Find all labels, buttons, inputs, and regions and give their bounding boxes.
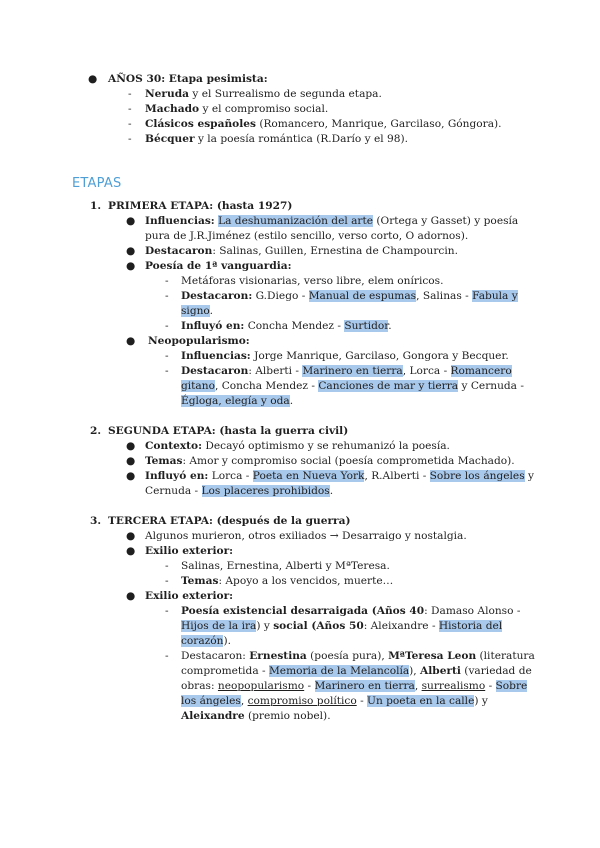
etapa2-contexto: Contexto: Decayó optimismo y se rehumanizó la poesía. (145, 440, 450, 452)
intro-item: Bécquer y la poesía romántica (R.Darío y el 98). (145, 133, 409, 145)
intro-item: Clásicos españoles (Romancero, Manrique, Garcilaso, Góngora). (145, 118, 502, 130)
etapa3-item: Algunos murieron, otros exiliados → Desarraigo y nostalgia. (145, 530, 467, 542)
bullet-icon: ● (126, 455, 136, 467)
etapa2-title: SEGUNDA ETAPA: (hasta la guerra civil) (108, 425, 349, 437)
bullet-icon: ● (126, 470, 136, 482)
etapa2-influyo: Influyó en: Lorca - Poeta en Nueva York, R.Alberti - Sobre los ángeles y (145, 470, 535, 482)
bullet-icon: ● (126, 260, 136, 272)
bullet-icon: ● (126, 530, 136, 542)
dash-icon: - (128, 118, 132, 130)
etapa3-destacaron-cont2: obras: neopopularismo - Marinero en tierra, surrealismo - Sobre (181, 680, 528, 692)
neo-influencias: Influencias: Jorge Manrique, Garcilaso, Gongora y Becquer. (181, 350, 509, 362)
neo-destacaron-cont: gitano, Concha Mendez - Canciones de mar y tierra y Cernuda - (181, 380, 524, 392)
poesia-existencial: Poesía existencial desarraigada (Años 40: Damaso Alonso - (181, 605, 521, 617)
etapa3-destacaron-cont: comprometida - Memoria de la Melancolía), Alberti (variedad de (181, 665, 532, 677)
etapa1-title: PRIMERA ETAPA: (hasta 1927) (108, 200, 293, 212)
intro-item: Machado y el compromiso social. (145, 103, 329, 115)
etapa1-influencias-cont: pura de J.R.Jiménez (estilo sencillo, verso corto, O adornos). (145, 230, 469, 242)
vang-influyo: Influyó en: Concha Mendez - Surtidor. (181, 320, 392, 332)
list-number: 3. (90, 515, 102, 527)
poesia-existencial-cont: Hijos de la ira) y social (Años 50: Aleixandre - Historia del (181, 620, 503, 632)
etapa1-vanguardia: Poesía de 1ª vanguardia: (145, 260, 292, 272)
poesia-existencial-cont2: corazón). (181, 635, 231, 647)
dash-icon: - (128, 133, 132, 145)
exilio-exterior-temas: Temas: Apoyo a los vencidos, muerte… (181, 575, 394, 587)
dash-icon: - (165, 320, 169, 332)
exilio-exterior-label: Exilio exterior: (145, 545, 234, 557)
vang-destacaron-cont: signo. (181, 305, 213, 317)
dash-icon: - (165, 560, 169, 572)
vang-destacaron: Destacaron: G.Diego - Manual de espumas, Salinas - Fabula y (181, 290, 518, 302)
etapa3-destacaron: Destacaron: Ernestina (poesía pura), MªTeresa Leon (literatura (181, 650, 535, 662)
bullet-icon: ● (88, 73, 98, 85)
dash-icon: - (165, 650, 169, 662)
neo-destacaron: Destacaron: Alberti - Marinero en tierra, Lorca - Romancero (181, 365, 512, 377)
bullet-icon: ● (126, 590, 136, 602)
section-heading: ETAPAS (72, 176, 122, 191)
etapa1-destacaron: Destacaron: Salinas, Guillen, Ernestina de Champourcin. (145, 245, 458, 257)
dash-icon: - (128, 103, 132, 115)
dash-icon: - (165, 575, 169, 587)
dash-icon: - (128, 88, 132, 100)
bullet-icon: ● (126, 215, 136, 227)
bullet-icon: ● (126, 245, 136, 257)
neo-destacaron-cont2: Égloga, elegía y oda. (181, 395, 294, 407)
vang-item: Metáforas visionarias, verso libre, elem oníricos. (181, 275, 444, 287)
exilio-exterior-label-2: Exilio exterior: (145, 590, 234, 602)
exilio-exterior-item: Salinas, Ernestina, Alberti y MªTeresa. (181, 560, 390, 572)
bullet-icon: ● (126, 335, 136, 347)
dash-icon: - (165, 275, 169, 287)
etapa3-title: TERCERA ETAPA: (después de la guerra) (108, 515, 351, 527)
etapa2-temas: Temas: Amor y compromiso social (poesía comprometida Machado). (145, 455, 515, 467)
dash-icon: - (165, 290, 169, 302)
dash-icon: - (165, 350, 169, 362)
bullet-icon: ● (126, 440, 136, 452)
intro-item: Neruda y el Surrealismo de segunda etapa. (145, 88, 382, 100)
etapa3-destacaron-cont3: los ángeles, compromiso político - Un poeta en la calle) y (181, 695, 488, 707)
intro-title: AÑOS 30: Etapa pesimista: (108, 73, 268, 85)
etapa2-influyo-cont: Cernuda - Los placeres prohibidos. (145, 485, 334, 497)
dash-icon: - (165, 605, 169, 617)
etapa1-neopopularismo: Neopopularismo: (148, 335, 250, 347)
etapa1-influencias: Influencias: La deshumanización del arte (Ortega y Gasset) y poesía (145, 215, 519, 227)
dash-icon: - (165, 365, 169, 377)
bullet-icon: ● (126, 545, 136, 557)
etapa3-destacaron-cont4: Aleixandre (premio nobel). (181, 710, 331, 722)
list-number: 1. (90, 200, 102, 212)
list-number: 2. (90, 425, 102, 437)
